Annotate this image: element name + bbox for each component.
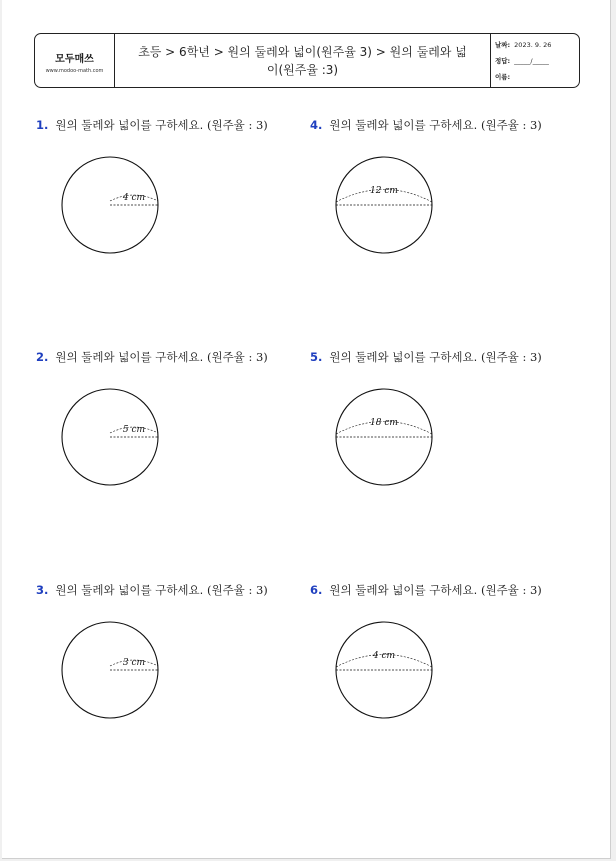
problem-question	[36, 117, 268, 133]
problem-number: 5.	[310, 350, 323, 364]
problem-question	[36, 349, 268, 365]
problem-4	[310, 117, 570, 337]
date-label: 날짜:	[495, 41, 511, 49]
measure-label: 4 cm	[122, 193, 146, 203]
meta-box	[491, 34, 579, 87]
problem-question	[310, 117, 542, 133]
problem-number: 4.	[310, 118, 323, 132]
score-label: 정답:	[495, 57, 511, 65]
circle-figure	[330, 612, 440, 722]
problem-hint: (원주율 : 3)	[480, 118, 542, 132]
problem-2	[36, 349, 296, 569]
brand-box	[35, 34, 115, 87]
problem-number: 1.	[36, 118, 49, 132]
circle-figure	[56, 612, 166, 722]
measure-label: 5 cm	[122, 425, 146, 435]
problem-text: 원의 둘레와 넓이를 구하세요.	[55, 583, 204, 597]
problem-hint: (원주율 : 3)	[480, 583, 542, 597]
problem-number: 2.	[36, 350, 49, 364]
problem-hint: (원주율 : 3)	[480, 350, 542, 364]
problem-hint: (원주율 : 3)	[206, 583, 268, 597]
problem-question	[310, 349, 542, 365]
problem-hint: (원주율 : 3)	[206, 350, 268, 364]
measure-label: 12 cm	[370, 186, 398, 196]
circle-figure	[56, 147, 166, 257]
worksheet-title: 초등 > 6학년 > 원의 둘레와 넓이(원주율 3) > 원의 둘레와 넓이(원주율 :3)	[115, 34, 491, 87]
name-row	[495, 70, 579, 86]
score-blank: _____/_____	[514, 57, 549, 65]
problem-6	[310, 582, 570, 802]
problem-5	[310, 349, 570, 569]
problem-text: 원의 둘레와 넓이를 구하세요.	[55, 118, 204, 132]
problem-hint: (원주율 : 3)	[206, 118, 268, 132]
date-value: 2023. 9. 26	[514, 41, 552, 49]
date-row	[495, 38, 579, 54]
problem-question	[310, 582, 542, 598]
problem-question	[36, 582, 268, 598]
problem-text: 원의 둘레와 넓이를 구하세요.	[329, 583, 478, 597]
problem-1	[36, 117, 296, 337]
worksheet-page	[2, 0, 611, 859]
measure-label: 18 cm	[370, 418, 398, 428]
problem-text: 원의 둘레와 넓이를 구하세요.	[329, 350, 478, 364]
problem-text: 원의 둘레와 넓이를 구하세요.	[55, 350, 204, 364]
worksheet-header	[34, 33, 580, 88]
circle-figure	[56, 379, 166, 489]
measure-label: 4 cm	[372, 651, 396, 661]
brand-url: www.modoo-math.com	[45, 68, 104, 74]
problem-text: 원의 둘레와 넓이를 구하세요.	[329, 118, 478, 132]
brand-logo: 모두매쓰	[55, 54, 94, 65]
name-label: 이름:	[495, 73, 511, 81]
problem-3	[36, 582, 296, 802]
circle-figure	[330, 379, 440, 489]
measure-label: 3 cm	[122, 658, 146, 668]
score-row	[495, 54, 579, 70]
problem-number: 6.	[310, 583, 323, 597]
circle-figure	[330, 147, 440, 257]
problem-number: 3.	[36, 583, 49, 597]
